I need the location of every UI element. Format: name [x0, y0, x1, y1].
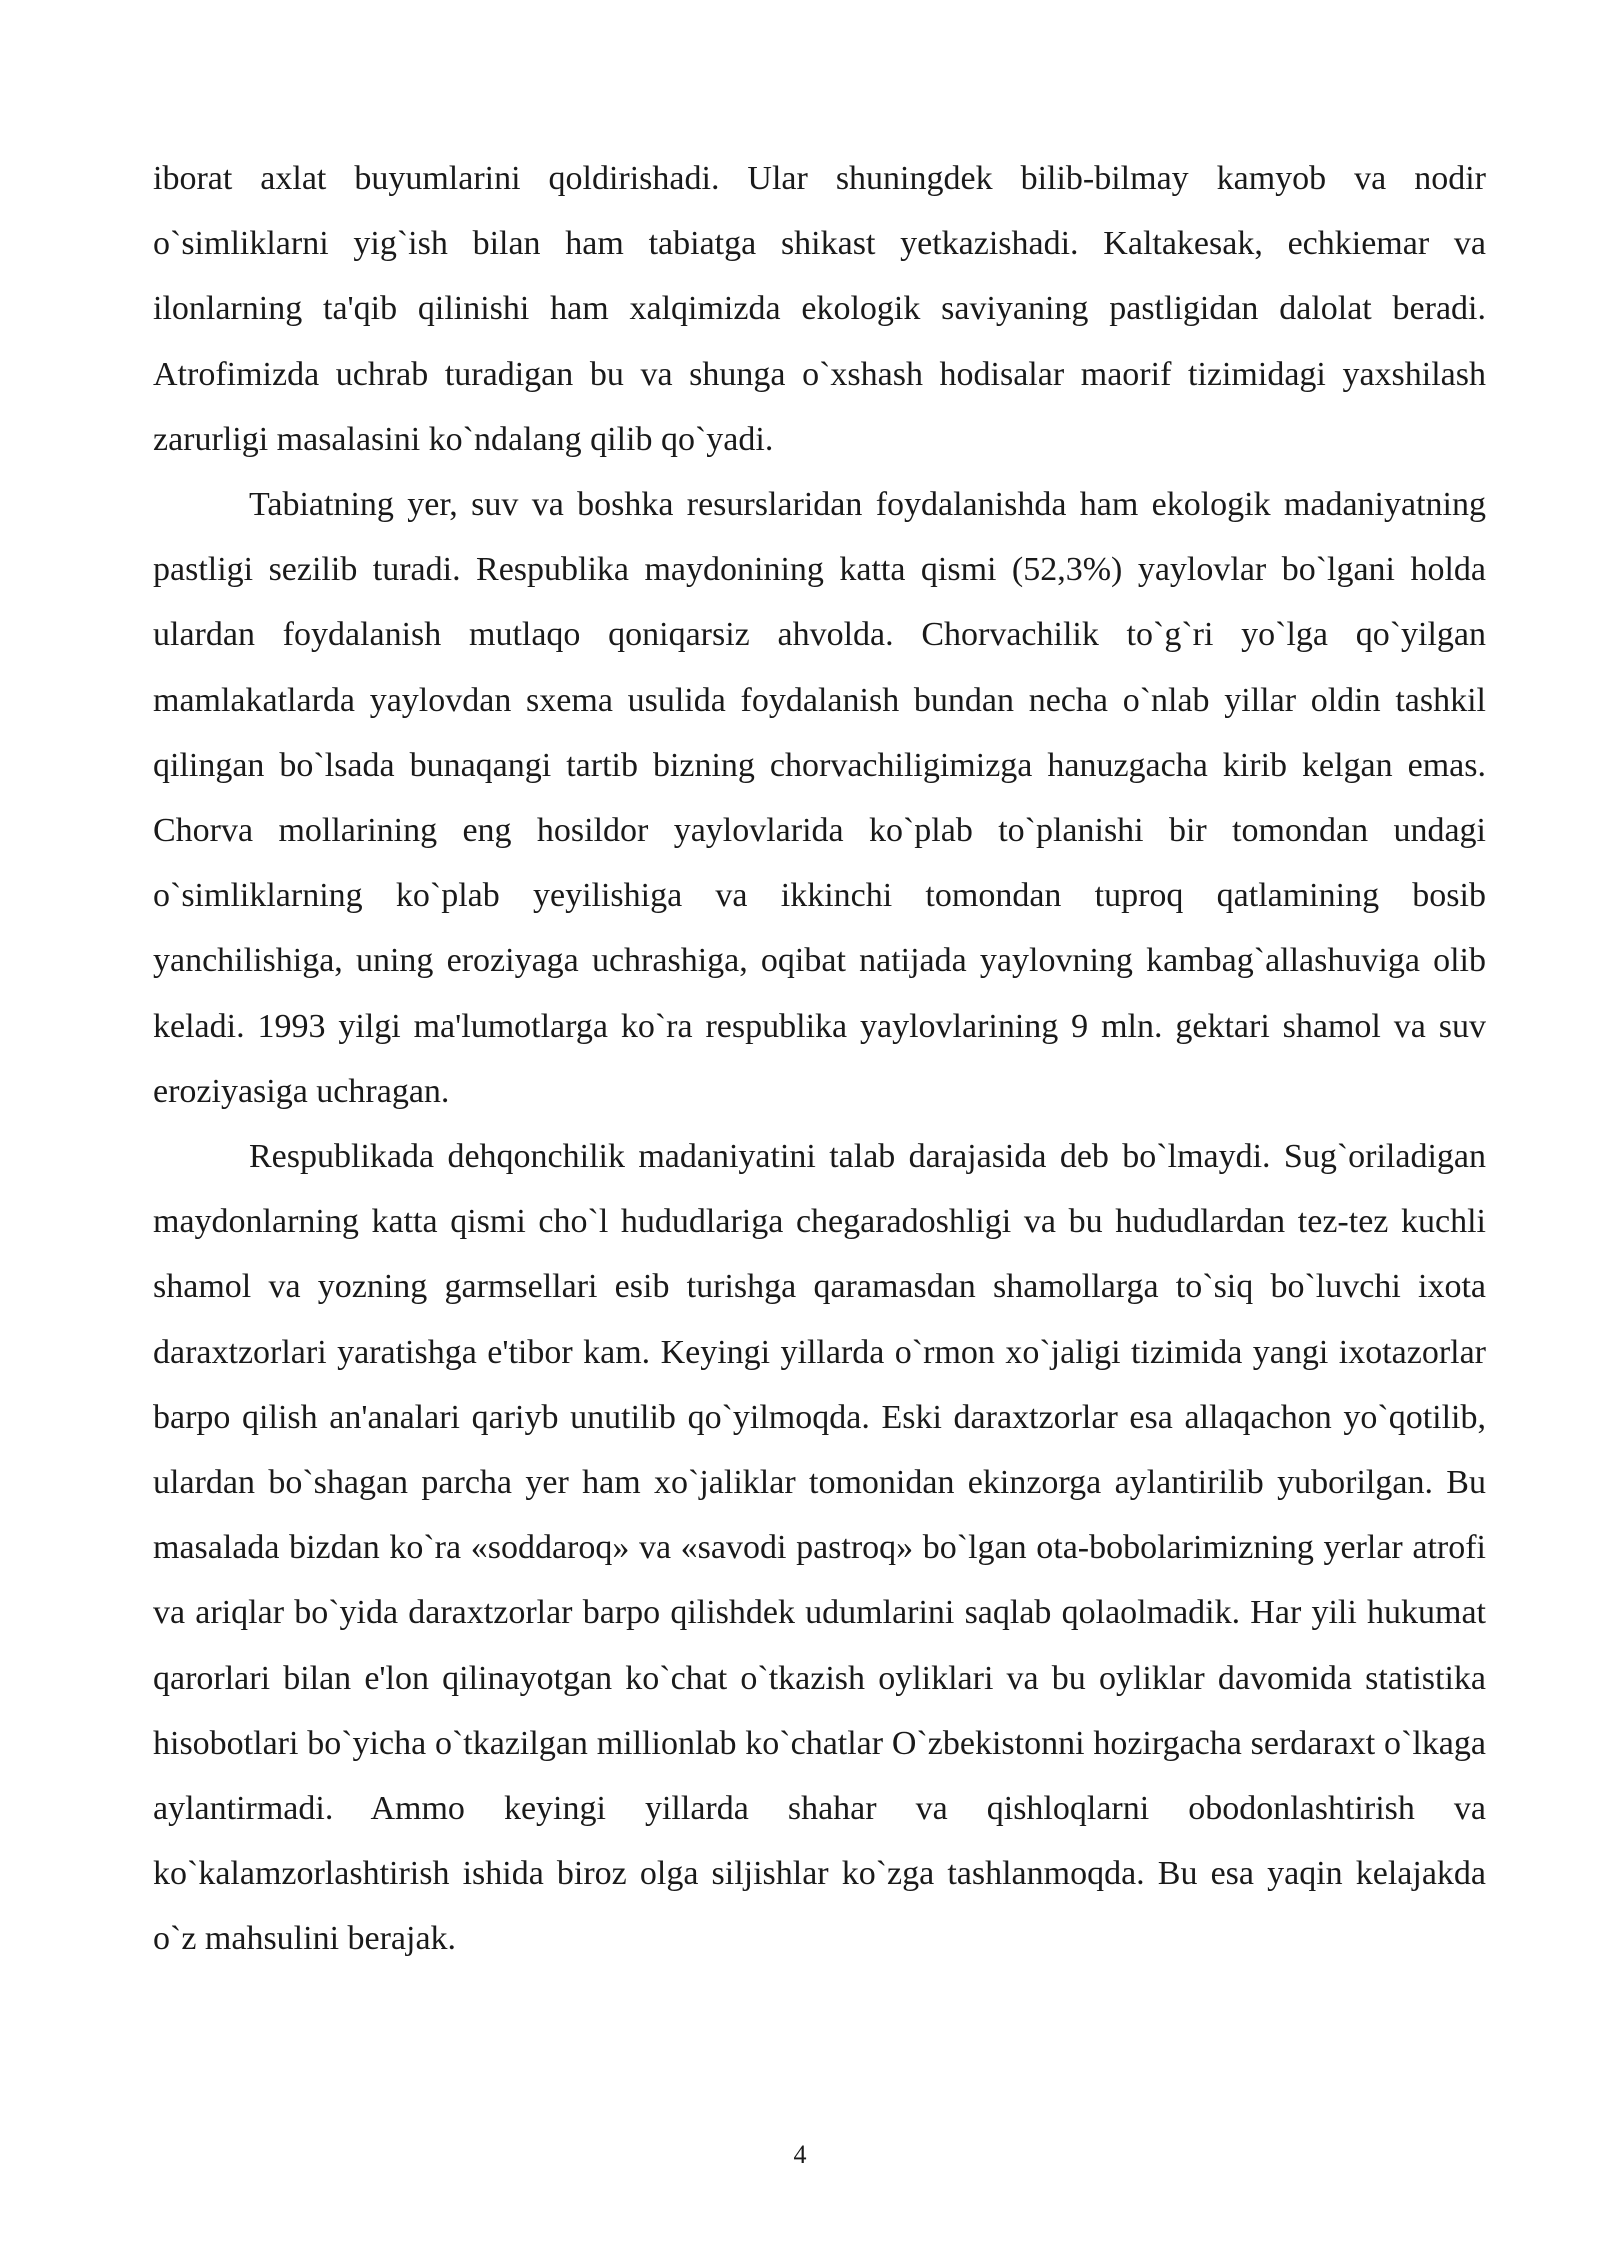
- paragraph-continuation: iborat axlat buyumlarini qoldirishadi. Ular shuningdek bilib-bilmay kamyob va nodir o`simliklarni yig`ish bilan ham tabiatga shikast yetkazishadi. Kaltakesak, echkiemar va ilonlarning ta'qib qilinishi ham xalqimizda ekologik saviyaning pastligidan dalolat beradi. Atrofimizda uchrab turadigan bu va shunga o`xshash hodisalar maorif tizimidagi yaxshilash zarurligi masalasini ko`ndalang qilib qo`yadi.: [153, 160, 1486, 458]
- paragraph-agriculture: Respublikada dehqonchilik madaniyatini talab darajasida deb bo`lmaydi. Sug`oriladigan maydonlarning katta qismi cho`l hududlariga chegaradoshligi va bu hududlardan tez-tez kuchli shamol va yozning garmsellari esib turishga qaramasdan shamollarga to`siq bo`luvchi ixota daraxtzorlari yaratishga e'tibor kam. Keyingi yillarda o`rmon xo`jaligi tizimida yangi ixotazorlar barpo qilish an'analari qariyb unutilib qo`yilmoqda. Eski daraxtzorlar esa allaqachon yo`qotilib, ulardan bo`shagan parcha yer ham xo`jaliklar tomonidan ekinzorga aylantirilib yuborilgan. Bu masalada bizdan ko`ra «soddaroq» va «savodi pastroq» bo`lgan ota-bobolarimizning yerlar atrofi va ariqlar bo`yida daraxtzorlar barpo qilishdek udumlarini saqlab qolaolmadik. Har yili hukumat qarorlari bilan e'lon qilinayotgan ko`chat o`tkazish oyliklari va bu oyliklar davomida statistika hisobotlari bo`yicha o`tkazilgan millionlab ko`chatlar O`zbekistonni hozirgacha serdaraxt o`lkaga aylantirmadi. Ammo keyingi yillarda shahar va qishloqlarni obodonlashtirish va ko`kalamzorlashtirish ishida biroz olga siljishlar ko`zga tashlanmoqda. Bu esa yaqin kelajakda o`z mahsulini berajak.: [153, 1138, 1486, 1958]
- page-number: 4: [793, 2140, 807, 2169]
- paragraph-pastures: Tabiatning yer, suv va boshka resurslaridan foydalanishda ham ekologik madaniyatning pastligi sezilib turadi. Respublika maydonining katta qismi (52,3%) yaylovlar bo`lgani holda ulardan foydalanish mutlaqo qoniqarsiz ahvolda. Chorvachilik to`g`ri yo`lga qo`yilgan mamlakatlarda yaylovdan sxema usulida foydalanish bundan necha o`nlab yillar oldin tashkil qilingan bo`lsada bunaqangi tartib bizning chorvachiligimizga hanuzgacha kirib kelgan emas. Chorva mollarining eng hosildor yaylovlarida ko`plab to`planishi bir tomondan undagi o`simliklarning ko`plab yeyilishiga va ikkinchi tomondan tuproq qatlamining bosib yanchilishiga, uning eroziyaga uchrashiga, oqibat natijada yaylovning kambag`allashuviga olib keladi. 1993 yilgi ma'lumotlarga ko`ra respublika yaylovlarining 9 mln. gektari shamol va suv eroziyasiga uchragan.: [153, 486, 1486, 1110]
- body-text: [153, 146, 1486, 1972]
